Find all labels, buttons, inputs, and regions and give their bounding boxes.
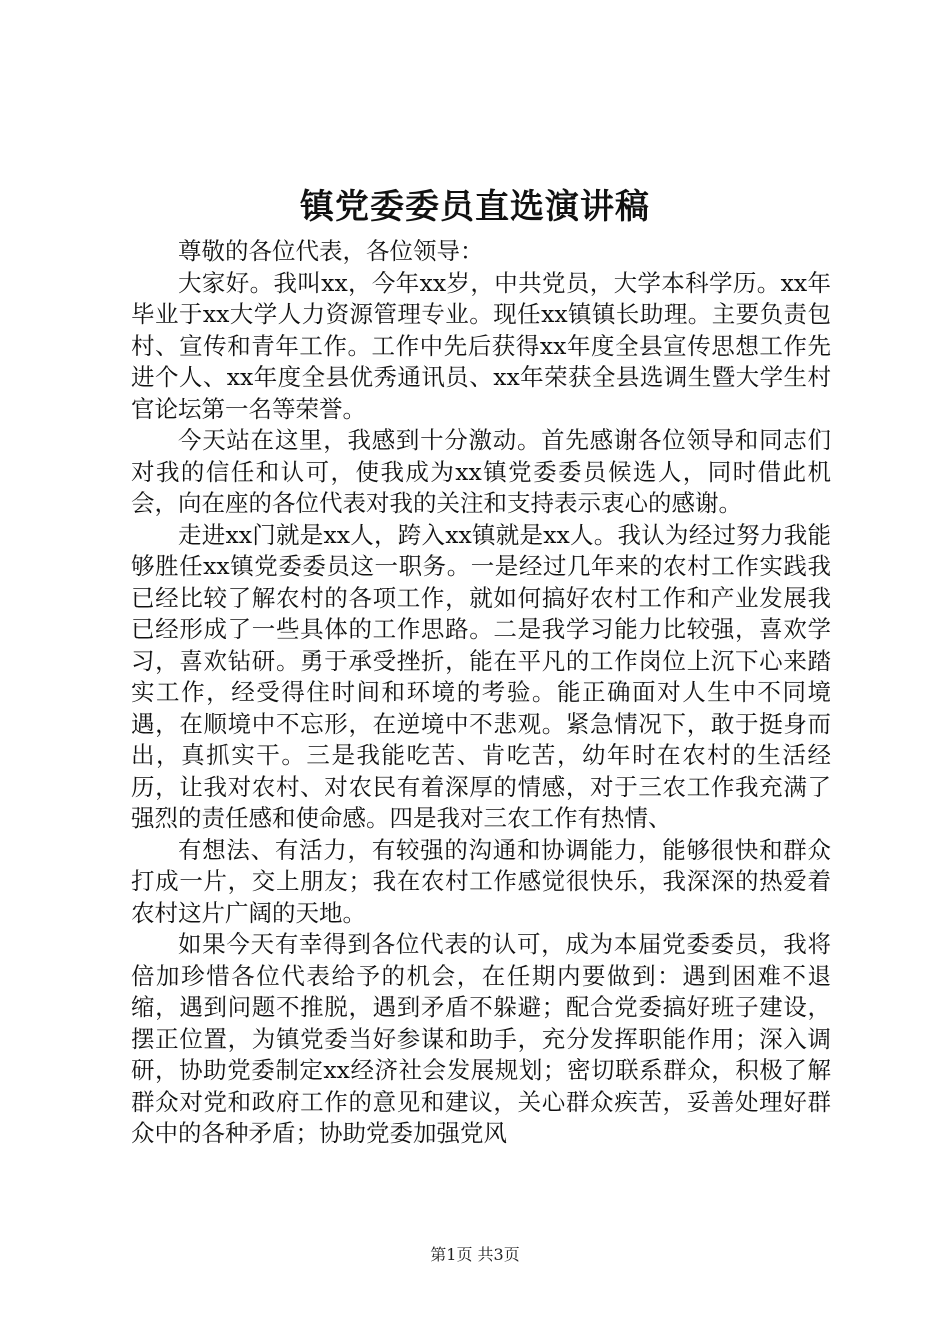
thanks-paragraph: 今天站在这里，我感到十分激动。首先感谢各位领导和同志们对我的信任和认可，使我成为xx镇党委委员候选人，同时借此机会，向在座的各位代表对我的关注和支持表示衷心的感谢。 bbox=[131, 426, 831, 517]
page-number-footer: 第1页 共3页 bbox=[430, 1245, 520, 1264]
continuation-paragraph: 有想法、有活力，有较强的沟通和协调能力，能够很快和群众打成一片，交上朋友；我在农村工作感觉很快乐，我深深的热爱着农村这片广阔的天地。 bbox=[131, 835, 831, 927]
commitment-paragraph: 如果今天有幸得到各位代表的认可，成为本届党委委员，我将倍加珍惜各位代表给予的机会，在任期内要做到：遇到困难不退缩，遇到问题不推脱，遇到矛盾不躲避；配合党委搞好班子建设，摆正位置，为镇党委当好参谋和助手，充分发挥职能作用；深入调研，协助党委制定xx经济社会发展规划；密切联系群众，积极了解群众对党和政府工作的意见和建议，关心群众疾苦，妥善处理好群众中的各种矛盾；协助党委加强党风 bbox=[131, 930, 831, 1147]
qualification-paragraph: 走进xx门就是xx人，跨入xx镇就是xx人。我认为经过努力我能够胜任xx镇党委委员这一职务。一是经过几年来的农村工作实践我已经比较了解农村的各项工作，就如何搞好农村工作和产业发展我已经形成了一些具体的工作思路。二是我学习能力比较强，喜欢学习，喜欢钻研。勇于承受挫折，能在平凡的工作岗位上沉下心来踏实工作，经受得住时间和环境的考验。能正确面对人生中不同境遇，在顺境中不忘形，在逆境中不悲观。紧急情况下，敢于挺身而出，真抓实干。三是我能吃苦、肯吃苦，幼年时在农村的生活经历，让我对农村、对农民有着深厚的情感，对于三农工作我充满了强烈的责任感和使命感。四是我对三农工作有热情、 bbox=[131, 520, 831, 832]
document-title: 镇党委委员直选演讲稿 bbox=[300, 187, 650, 227]
intro-paragraph: 大家好。我叫xx，今年xx岁，中共党员，大学本科学历。xx年毕业于xx大学人力资源管理专业。现任xx镇镇长助理。主要负责包村、宣传和青年工作。工作中先后获得xx年度全县宣传思想工作先进个人、xx年度全县优秀通讯员、xx年荣获全县选调生暨大学生村官论坛第一名等荣誉。 bbox=[131, 268, 831, 423]
document-body bbox=[131, 236, 831, 1150]
salutation-paragraph: 尊敬的各位代表，各位领导： bbox=[178, 237, 484, 265]
